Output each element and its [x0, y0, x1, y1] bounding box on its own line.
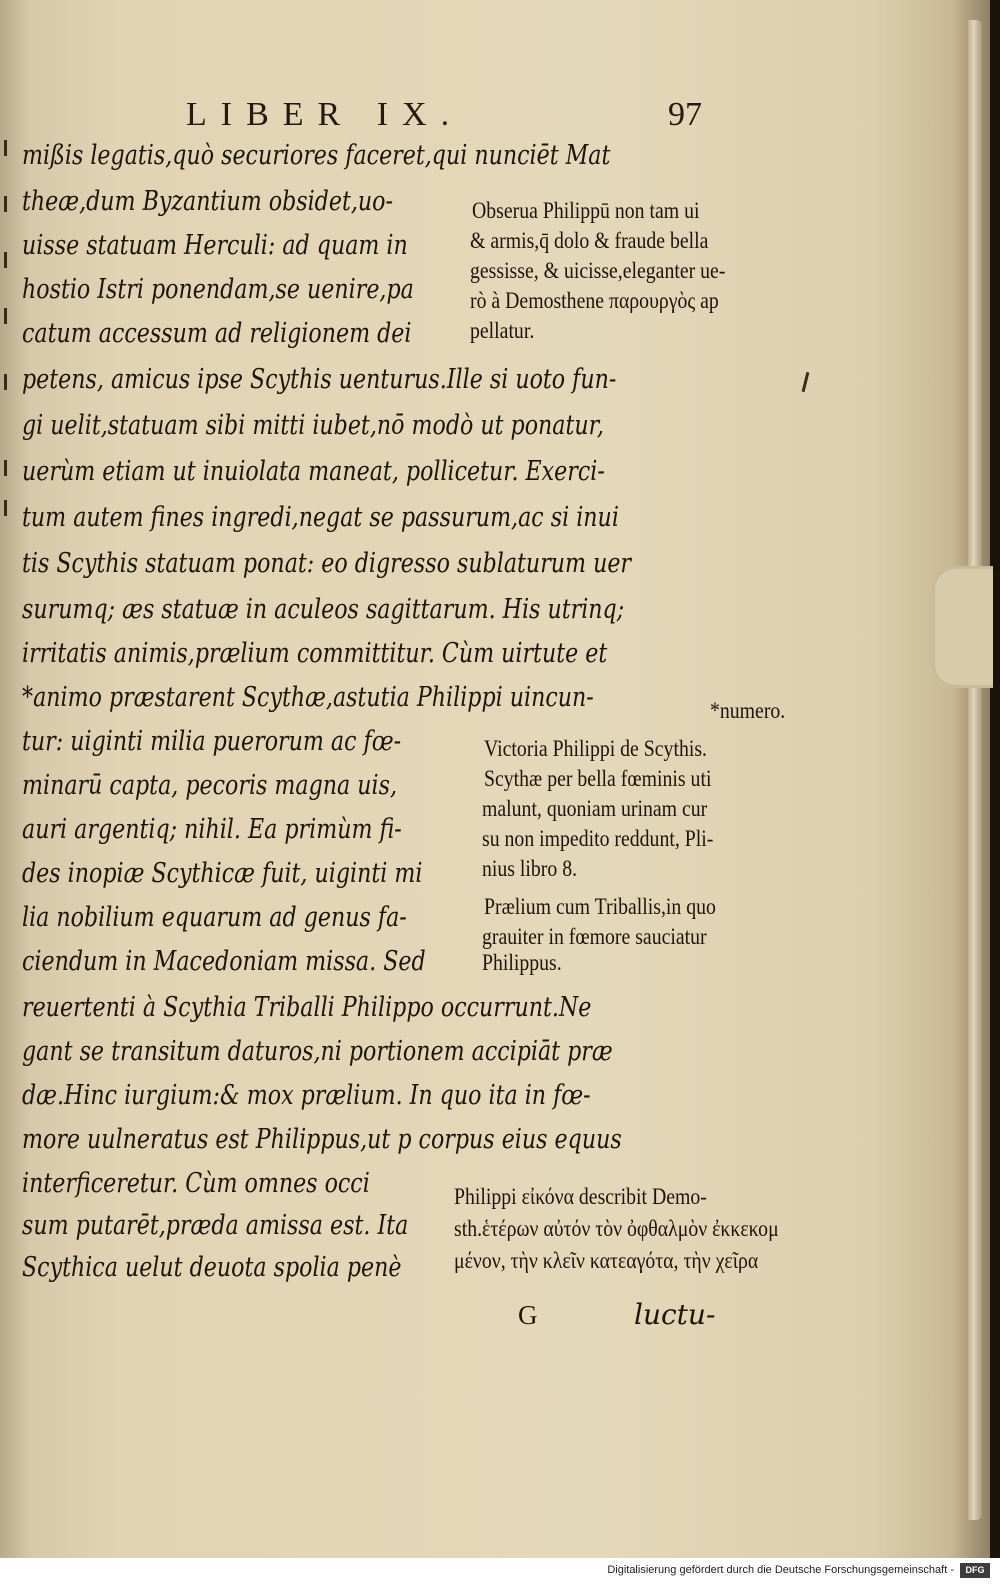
footnote-star: *numero. — [710, 698, 786, 723]
gloss-line: grauiter in fœmore sauciatur — [482, 924, 707, 949]
ink-mark — [802, 372, 810, 392]
gloss-line: Victoria Philippi de Scythis. — [484, 736, 707, 761]
page-edges — [968, 20, 982, 1520]
gloss-line: sth.ἑτέρων αὐτόν τὸν ὀφθαλμὸν ἐκκεκομ — [454, 1216, 779, 1241]
text-line: gi uelit,statuam sibi mitti iubet,nō modò ut ponatur, — [22, 410, 604, 441]
dfg-logo: DFG — [960, 1563, 990, 1578]
text-line: *animo præstarent Scythæ,astutia Philippi uincun- — [22, 682, 594, 713]
signature-mark: G — [518, 1300, 538, 1330]
text-line: minarū capta, pecoris magna uis, — [22, 770, 398, 801]
text-line: lia nobilium equarum ad genus fa- — [22, 902, 407, 933]
gloss-line: Scythæ per bella fœminis uti — [484, 766, 712, 791]
text-line: gant se transitum daturos,ni portionem accipiāt præ — [22, 1036, 613, 1067]
text-line: sum putarēt,præda amissa est. Ita — [22, 1210, 409, 1241]
gloss-line: μένον, τὴν κλεῖν κατεαγότα, τὴν χεῖρα — [454, 1248, 759, 1273]
text-line: interficeretur. Cùm omnes occi — [22, 1168, 370, 1199]
text-line: tur: uiginti milia puerorum ac fœ- — [22, 726, 402, 757]
gloss-line: su non impedito reddunt, Pli- — [482, 826, 714, 851]
gloss-line: Philippus. — [482, 950, 562, 975]
catchword: luctu- — [634, 1298, 716, 1331]
text-line: Scythica uelut deuota spolia penè — [22, 1252, 402, 1283]
text-line: uerùm etiam ut inuiolata maneat, pollicetur. Exerci- — [22, 456, 605, 487]
text-line: auri argentiq; nihil. Ea primùm fi- — [22, 814, 402, 845]
gloss-line: Prælium cum Triballis,in quo — [484, 894, 716, 919]
gloss-line: malunt, quoniam urinam cur — [482, 796, 708, 821]
footer-bar — [0, 1558, 1000, 1585]
text-line: tis Scythis statuam ponat: eo digresso sublaturum uer — [22, 548, 632, 579]
gloss-line: rò à Demosthene παρουργὸς ap — [470, 288, 719, 313]
page-clip — [932, 566, 993, 688]
text-line: hostio Istri ponendam,se uenire,pa — [22, 274, 414, 305]
text-line: catum accessum ad religionem dei — [22, 318, 412, 349]
text-line: surumq; æs statuæ in aculeos sagittarum. His utrinq; — [22, 594, 625, 625]
text-line: irritatis animis,prælium committitur. Cùm uirtute et — [22, 638, 608, 669]
text-line: dæ.Hinc iurgium:& mox prælium. In quo ita in fœ- — [22, 1080, 591, 1111]
text-line: tum autem fines ingredi,negat se passurum,ac si inui — [22, 502, 619, 533]
funding-credit: Digitalisierung gefördert durch die Deutsche Forschungsgemeinschaft - — [607, 1564, 954, 1576]
folio-number: 97 — [668, 96, 702, 133]
page-header — [0, 96, 990, 136]
text-line: des inopiæ Scythicæ fuit, uiginti mi — [22, 858, 423, 889]
text-line: ciendum in Macedoniam missa. Sed — [22, 946, 426, 977]
gloss-line: gessisse, & uicisse,eleganter ue- — [470, 258, 726, 283]
gloss-line: Philippi εἰκόνα describit Demo- — [454, 1184, 707, 1209]
text-line: uisse statuam Herculi: ad quam in — [22, 230, 408, 261]
gloss-line: nius libro 8. — [482, 856, 578, 881]
gloss-line: & armis,q̄ dolo & fraude bella — [470, 228, 709, 253]
text-line: more uulneratus est Philippus,ut p corpus eius equus — [22, 1124, 622, 1155]
gloss-line: Obserua Philippū non tam ui — [472, 198, 700, 223]
text-line: reuertenti à Scythia Triballi Philippo occurrunt.Ne — [22, 992, 592, 1023]
running-title: LIBER IX. — [186, 96, 464, 133]
text-line: theæ,dum Byzantium obsidet,uo- — [22, 186, 393, 217]
gloss-line: pellatur. — [470, 318, 535, 343]
text-line: mißis legatis,quò securiores faceret,qui nunciēt Mat — [22, 140, 611, 171]
text-line: petens, amicus ipse Scythis uenturus.Ille si uoto fun- — [22, 364, 617, 395]
